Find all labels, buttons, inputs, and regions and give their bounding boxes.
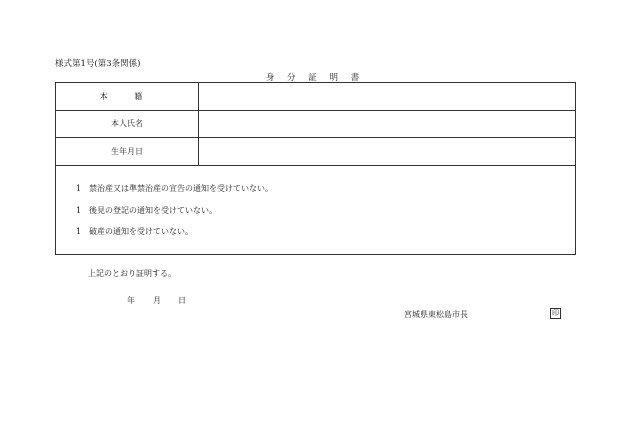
certification-text: 上記のとおり証明する。 — [88, 269, 176, 278]
birth-date-label: 生年月日 — [56, 138, 199, 166]
full-name-value — [199, 110, 576, 138]
signer-title: 宮城県東松島市長 — [404, 310, 468, 319]
registered-domicile-label: 本 籍 — [56, 83, 199, 111]
statement-number: 1 — [76, 206, 82, 215]
date-month-label: 月 — [153, 296, 161, 305]
date-year-label: 年 — [127, 296, 135, 305]
table-row — [56, 110, 576, 138]
seal-mark: 印 — [552, 309, 559, 317]
birth-date-value — [199, 138, 576, 166]
form-number: 様式第1号(第3条関係) — [55, 59, 141, 69]
statement-item — [76, 226, 193, 237]
statements-box — [55, 164, 576, 255]
statement-number: 1 — [76, 184, 82, 193]
statement-text: 破産の通知を受けていない。 — [89, 227, 193, 236]
personal-info-table — [55, 82, 576, 166]
statement-text: 禁治産又は準禁治産の宣告の通知を受けていない。 — [89, 184, 273, 193]
registered-domicile-value — [199, 83, 576, 111]
table-row — [56, 138, 576, 166]
statement-number: 1 — [76, 227, 82, 236]
full-name-label: 本人氏名 — [56, 110, 199, 138]
statement-item — [76, 205, 217, 216]
statement-text: 後見の登記の通知を受けていない。 — [89, 206, 217, 215]
statement-item — [76, 183, 273, 194]
date-day-label: 日 — [178, 296, 186, 305]
document-title: 身 分 証 明 書 — [265, 73, 365, 83]
table-row — [56, 83, 576, 111]
issue-date — [127, 295, 186, 306]
